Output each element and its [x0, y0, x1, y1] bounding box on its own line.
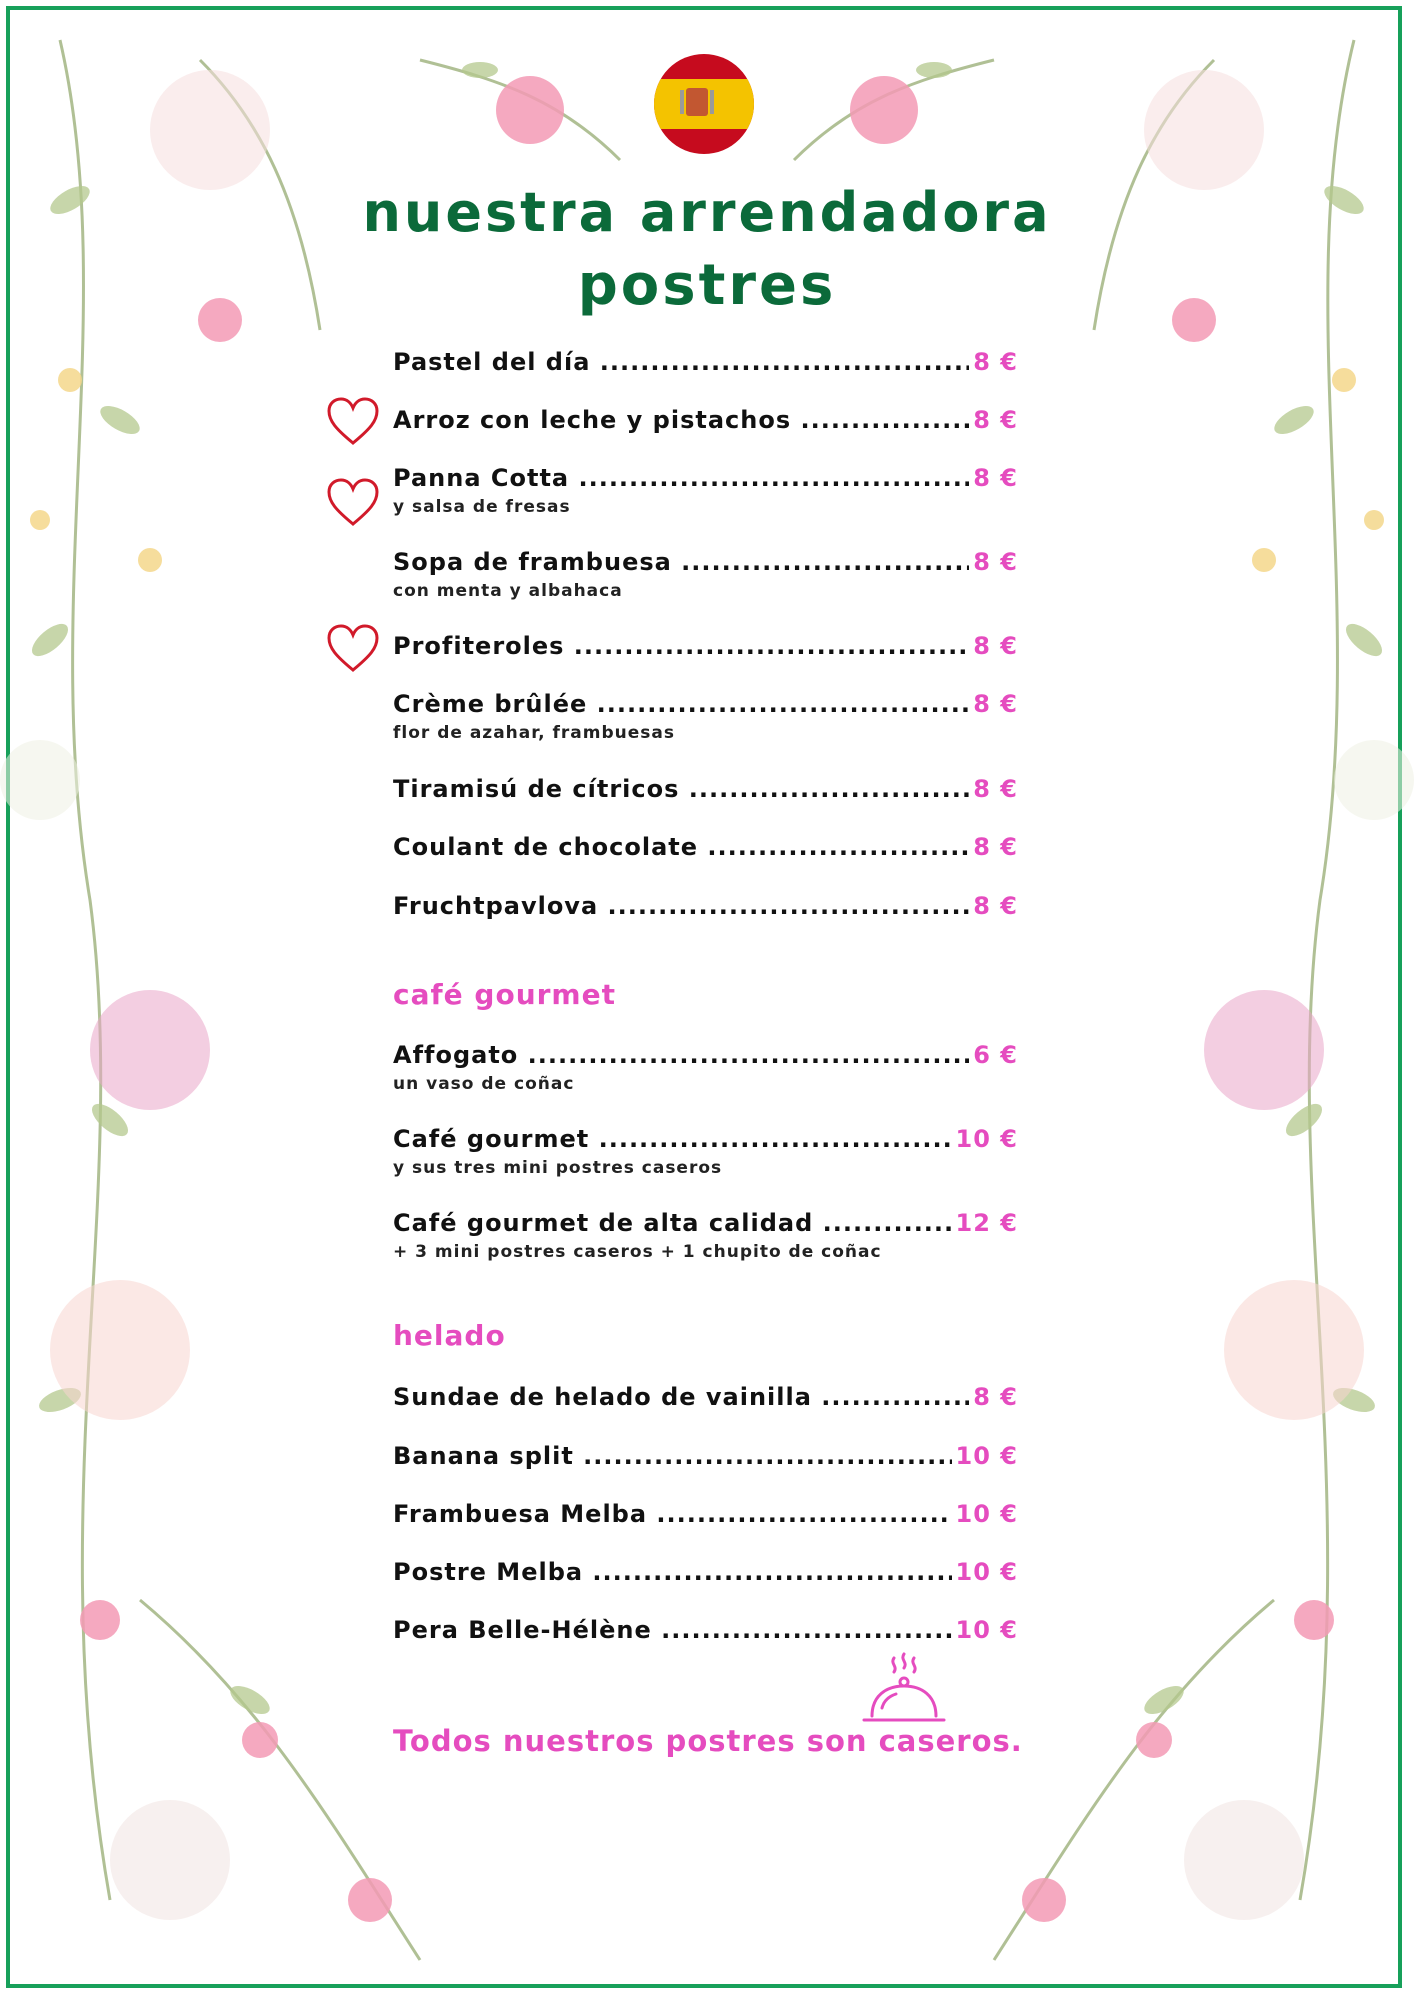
- section-title-cafe: café gourmet: [393, 978, 616, 1011]
- item-price: 8 €: [973, 690, 1018, 718]
- item-name: Pastel del día .....: [393, 348, 969, 376]
- menu-item: [393, 548, 1018, 602]
- item-name: Café gourmet de alta calidad .....: [393, 1209, 952, 1237]
- item-name: Sundae de helado de vainilla .....: [393, 1383, 969, 1411]
- item-description: y salsa de fresas: [393, 497, 571, 517]
- page-subtitle: postres: [577, 253, 837, 318]
- item-price: 10 €: [955, 1616, 1018, 1644]
- heart-icon: [326, 397, 380, 447]
- item-price: 8 €: [973, 348, 1018, 376]
- menu-item: [393, 1125, 1018, 1179]
- item-name: Coulant de chocolate .....: [393, 833, 969, 861]
- section-title-helado: helado: [393, 1319, 506, 1352]
- item-price: 10 €: [955, 1442, 1018, 1470]
- menu-item: [393, 1209, 1018, 1263]
- item-price: 8 €: [973, 892, 1018, 920]
- item-name: Frambuesa Melba .....: [393, 1500, 952, 1528]
- spain-flag-icon: [654, 54, 754, 154]
- item-price: 10 €: [955, 1125, 1018, 1153]
- item-price: 8 €: [973, 632, 1018, 660]
- item-name: Fruchtpavlova .....: [393, 892, 969, 920]
- item-description: flor de azahar, frambuesas: [393, 723, 675, 743]
- item-description: + 3 mini postres caseros + 1 chupito de coñac: [393, 1242, 882, 1262]
- heart-icon: [326, 478, 380, 528]
- item-price: 8 €: [973, 406, 1018, 434]
- item-price: 8 €: [973, 1383, 1018, 1411]
- menu-item: [393, 690, 1018, 744]
- item-price: 8 €: [973, 775, 1018, 803]
- item-price: 12 €: [955, 1209, 1018, 1237]
- item-name: Pera Belle-Hélène .....: [393, 1616, 952, 1644]
- item-name: Profiteroles .....: [393, 632, 969, 660]
- menu-item: [393, 833, 1018, 867]
- heart-icon: [326, 624, 380, 674]
- item-description: con menta y albahaca: [393, 581, 623, 601]
- item-name: Affogato .....: [393, 1041, 969, 1069]
- menu-item: [393, 1442, 1018, 1476]
- menu-item: [393, 1383, 1018, 1417]
- item-name: Tiramisú de cítricos .....: [393, 775, 969, 803]
- menu-item: [393, 1558, 1018, 1592]
- item-price: 8 €: [973, 548, 1018, 576]
- menu-item: [393, 1500, 1018, 1534]
- item-price: 10 €: [955, 1558, 1018, 1586]
- item-name: Panna Cotta .....: [393, 464, 969, 492]
- item-description: y sus tres mini postres caseros: [393, 1158, 723, 1178]
- item-name: Arroz con leche y pistachos .....: [393, 406, 969, 434]
- menu-item: [393, 775, 1018, 809]
- item-name: Café gourmet .....: [393, 1125, 952, 1153]
- menu-item: [393, 406, 1018, 440]
- item-name: Postre Melba .....: [393, 1558, 952, 1586]
- item-price: 10 €: [955, 1500, 1018, 1528]
- cloche-icon: [858, 1652, 948, 1732]
- menu-item: [393, 1616, 1018, 1650]
- item-name: Sopa de frambuesa .....: [393, 548, 969, 576]
- item-description: un vaso de coñac: [393, 1074, 575, 1094]
- menu-item: [393, 348, 1018, 382]
- item-price: 6 €: [973, 1041, 1018, 1069]
- item-price: 8 €: [973, 833, 1018, 861]
- menu-item: [393, 464, 1018, 518]
- item-price: 8 €: [973, 464, 1018, 492]
- menu-item: [393, 632, 1018, 666]
- menu-item: [393, 892, 1018, 926]
- page-title: nuestra arrendadora: [362, 181, 1052, 244]
- menu-item: [393, 1041, 1018, 1095]
- footer-note: Todos nuestros postres son caseros.: [393, 1724, 1023, 1758]
- item-name: Crème brûlée .....: [393, 690, 969, 718]
- item-name: Banana split .....: [393, 1442, 952, 1470]
